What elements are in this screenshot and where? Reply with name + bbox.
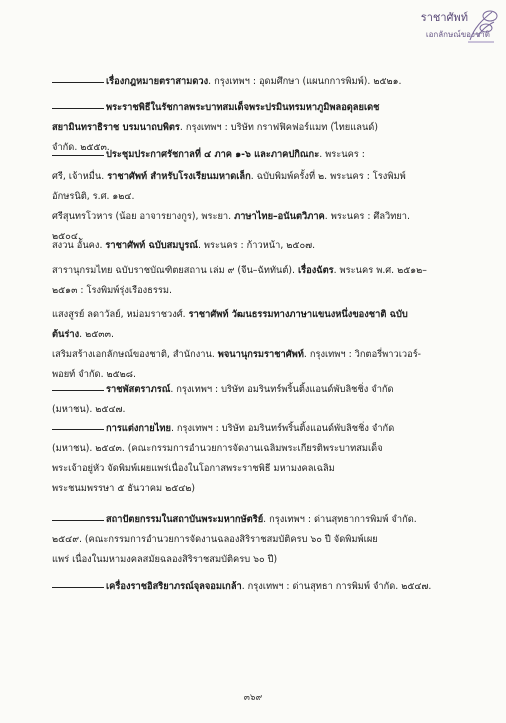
entry-publication: . พระนคร พ.ศ. ๒๕๑๒– [333,265,427,276]
entry-publication: . ฉบับพิมพ์ครั้งที่ ๒. พระนคร : โรงพิมพ์ [250,171,406,182]
bibliography-entry [52,236,462,256]
entry-title: เรื่องกฎหมายตราสามดวง [106,76,209,87]
entry-publication: . กรุงเทพฯ : วิกตอรี่พาวเวอร์- [303,349,422,360]
entry-title: เรื่องฉัตร [297,265,334,276]
repeat-author-dash [52,428,104,430]
entry-publication: . กรุงเทพฯ : ด่านสุทธา การพิมพ์ จำกัด. ๒๕๔๗. [241,581,432,592]
logo-title: ราชาศัพท์ [420,11,468,24]
entry-first-line [52,305,462,325]
bibliography-entry [52,380,462,420]
entry-author: เสริมสร้างเอกลักษณ์ของชาติ, สำนักงาน. [52,349,218,360]
bibliography-entry [52,510,462,570]
entry-first-line [104,145,462,165]
entry-title-continued: สยามินทราธิราช บรมนาถบพิตร [52,122,180,133]
entry-first-line [104,419,462,439]
logo-subtitle: เอกลักษณ์ของชาติ [425,30,490,39]
repeat-author-dash [52,519,104,521]
repeat-author-dash [52,389,104,391]
entry-publication: . พระนคร : ศึลวิทยา. [324,211,410,222]
entry-first-line [52,261,462,281]
entry-text: . ๒๕๓๓. [79,329,114,340]
bibliography-entry [52,305,462,345]
entry-continuation-line [52,118,462,138]
entry-publication: . กรุงเทพฯ : บริษัท อมรินทร์พริ้นติ้งแอนด์พับลิชชิ่ง จำกัด [170,384,394,395]
entry-author: ศรีสุนทรโวหาร (น้อย อาจารยางกูร), พระยา. [52,211,235,222]
entry-first-line [52,167,462,187]
entry-title: สถาปัตยกรรมในสถาบันพระมหากษัตริย์ [106,514,264,525]
header-logo [410,6,500,48]
repeat-author-dash [52,586,104,588]
bibliography-entry [52,145,462,165]
bibliography-entry [52,345,462,385]
entry-title: ราชาศัพท์ สำหรับโรงเรียนมหาดเล็ก [107,171,251,182]
entry-continuation-line [52,479,462,499]
page-number: ๓๖๙ [243,693,263,703]
entry-continuation-line [52,459,462,479]
repeat-author-dash [52,154,104,156]
bibliography-entry [52,577,462,597]
entry-author: ศรี, เจ้าหมื่น. [52,171,108,182]
entry-author: แสงสูรย์ ลดาวัลย์, หม่อมราชวงศ์. [52,309,189,320]
entry-title: ประชุมประกาศรัชกาลที่ ๔ ภาค ๑-๖ และภาคปกิณกะ [106,149,320,160]
entry-title: เครื่องราชอิสริยาภรณ์จุลจอมเกล้า [106,581,242,592]
entry-first-line [104,72,462,92]
entry-continuation-line [52,530,462,550]
entry-title: ราชาศัพท์ วัฒนธรรมทางภาษาแขนงหนึ่งของชาติ ฉบับ [188,309,408,320]
bibliography-entry [52,261,462,301]
entry-text: . กรุงเทพฯ : บริษัท กราฟฟิคฟอร์แมท (ไทยแลนด์) [179,122,378,133]
entry-text: ๒๕๐๔. [52,231,81,242]
entry-title: ราชพัสตราภรณ์ [106,384,171,395]
entry-publication: . กรุงเทพฯ : ด่านสุทธาการพิมพ์ จำกัด. [263,514,417,525]
entry-first-line [52,345,462,365]
entry-text: (มหาชน). ๒๕๔๓. (คณะกรรมการอำนวยการจัดงานเฉลิมพระเกียรติพระบาทสมเด็จ [52,443,383,454]
entry-text: (มหาชน). ๒๕๔๗. [52,404,126,415]
entry-title: การแต่งกายไทย [106,423,171,434]
entry-text: อักษรนิติ, ร.ศ. ๑๒๔. [52,191,135,202]
entry-continuation-line [52,281,462,301]
bibliography-entry [52,419,462,499]
entry-continuation-line [52,187,462,207]
entry-publication: . กรุงเทพฯ : อุดมศึกษา (แผนกการพิมพ์). ๒๕๒๑. [208,76,402,87]
entry-first-line [104,380,462,400]
entry-first-line [52,207,462,227]
entry-title: ภาษาไทย–อนันตวิภาค [234,211,325,222]
bibliography-entry [52,167,462,207]
entry-text: แพร่ เนื่องในมหามงคลสมัยฉลองสิริราชสมบัติครบ ๖๐ ปี) [52,554,278,565]
bibliography-entry [52,72,462,92]
entry-first-line [104,577,462,597]
entry-publication: . พระนคร : ก้าวหน้า, ๒๕๐๗. [197,240,316,251]
entry-title: พระราชพิธีในรัชกาลพระบาทสมเด็จพระปรมินทรมหาภูมิพลอดุลยเดช [106,102,380,113]
entry-title-continued: ต้นร่าง [52,329,80,340]
entry-author: สงวน อั้นคง. [52,240,106,251]
entry-continuation-line [52,325,462,345]
entry-text: จำกัด. ๒๕๕๓. [52,142,110,153]
repeat-author-dash [52,107,104,109]
entry-author: สารานุกรมไทย ฉบับราชบัณฑิตยสถาน เล่ม ๙ (จีน–ฉัททันต์). [52,265,298,276]
entry-text: พอยท์ จำกัด. ๒๕๒๘. [52,369,136,380]
entry-publication: . พระนคร : [319,149,365,160]
entry-continuation-line [52,439,462,459]
entry-title: ราชาศัพท์ ฉบับสมบูรณ์ [105,240,198,251]
entry-publication: . กรุงเทพฯ : บริษัท อมรินทร์พริ้นติ้งแอนด์พับลิชชิ่ง จำกัด [170,423,395,434]
entry-text: พระชนมพรรษา ๕ ธันวาคม ๒๕๔๒) [52,483,196,494]
entry-first-line [104,510,462,530]
entry-text: ๒๕๔๙. (คณะกรรมการอำนวยการจัดงานฉลองสิริราชสมบัติครบ ๖๐ ปี จัดพิมพ์เผย [52,534,378,545]
entry-text: ๒๕๑๓ : โรงพิมพ์รุ่งเรืองธรรม. [52,285,172,296]
flower-emblem-icon [464,6,500,46]
entry-first-line [104,98,462,118]
entry-continuation-line [52,550,462,570]
repeat-author-dash [52,81,104,83]
entry-title: พจนานุกรมราชาศัพท์ [217,349,304,360]
entry-text: พระเจ้าอยู่หัว จัดพิมพ์เผยแพร่เนื่องในโอกาสพระราชพิธี มหามงคลเฉลิม [52,463,335,474]
entry-continuation-line [52,400,462,420]
